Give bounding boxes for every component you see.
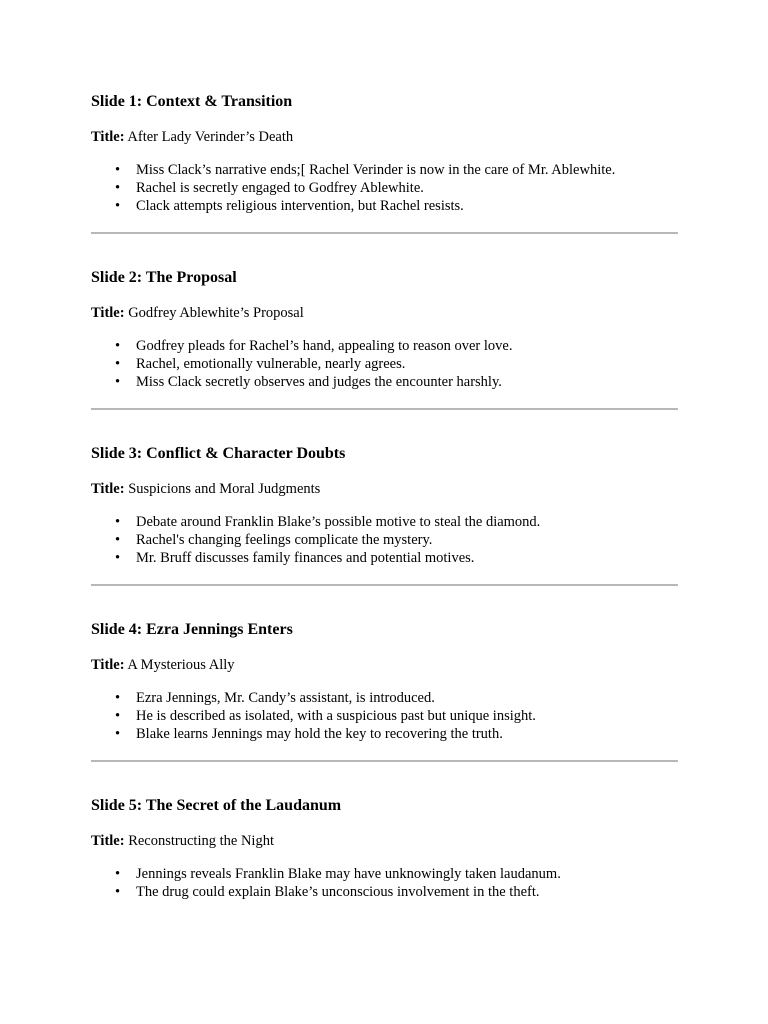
title-label: Title: xyxy=(91,305,125,321)
slide-heading: Slide 3: Conflict & Character Doubts xyxy=(91,445,346,462)
slide-heading: Slide 5: The Secret of the Laudanum xyxy=(91,797,342,814)
bullet-item: • Clack attempts religious intervention, but Rachel resists. xyxy=(136,197,678,215)
slide-heading: Slide 2: The Proposal xyxy=(91,269,237,286)
section-divider xyxy=(91,408,678,410)
document-page xyxy=(91,91,678,901)
bullet-item: • Rachel, emotionally vulnerable, nearly agrees. xyxy=(136,355,678,373)
bullet-list xyxy=(91,513,678,567)
slide-section-4 xyxy=(91,619,678,743)
slide-title-line xyxy=(91,128,678,146)
slide-section-1 xyxy=(91,91,678,215)
bullet-list xyxy=(91,161,678,215)
slide-title: Godfrey Ablewhite’s Proposal xyxy=(128,305,304,321)
bullet-list xyxy=(91,337,678,391)
slide-section-2 xyxy=(91,267,678,391)
slide-heading: Slide 4: Ezra Jennings Enters xyxy=(91,621,293,638)
slide-title: Suspicions and Moral Judgments xyxy=(128,481,321,497)
bullet-item: • Ezra Jennings, Mr. Candy’s assistant, is introduced. xyxy=(136,689,678,707)
title-label: Title: xyxy=(91,481,125,497)
section-divider xyxy=(91,232,678,234)
slide-title: After Lady Verinder’s Death xyxy=(127,129,294,145)
bullet-item: • Miss Clack secretly observes and judges the encounter harshly. xyxy=(136,373,678,391)
bullet-item: • Godfrey pleads for Rachel’s hand, appealing to reason over love. xyxy=(136,337,678,355)
slide-title: Reconstructing the Night xyxy=(128,833,274,849)
slide-heading: Slide 1: Context & Transition xyxy=(91,93,293,110)
bullet-item: • He is described as isolated, with a suspicious past but unique insight. xyxy=(136,707,678,725)
bullet-item: • Blake learns Jennings may hold the key to recovering the truth. xyxy=(136,725,678,743)
section-divider xyxy=(91,760,678,762)
bullet-list xyxy=(91,865,678,901)
bullet-item: • Miss Clack’s narrative ends;[ Rachel Verinder is now in the care of Mr. Ablewhite. xyxy=(136,161,678,179)
title-label: Title: xyxy=(91,833,125,849)
slide-section-3 xyxy=(91,443,678,567)
slide-title-line xyxy=(91,656,678,674)
bullet-item: • Debate around Franklin Blake’s possible motive to steal the diamond. xyxy=(136,513,678,531)
title-label: Title: xyxy=(91,657,125,673)
section-divider xyxy=(91,584,678,586)
bullet-item: • The drug could explain Blake’s unconscious involvement in the theft. xyxy=(136,883,678,901)
slide-section-5 xyxy=(91,795,678,901)
bullet-item: • Rachel is secretly engaged to Godfrey Ablewhite. xyxy=(136,179,678,197)
bullet-item: • Jennings reveals Franklin Blake may have unknowingly taken laudanum. xyxy=(136,865,678,883)
title-label: Title: xyxy=(91,129,125,145)
bullet-item: • Rachel's changing feelings complicate the mystery. xyxy=(136,531,678,549)
bullet-item: • Mr. Bruff discusses family finances and potential motives. xyxy=(136,549,678,567)
slide-title: A Mysterious Ally xyxy=(127,657,235,673)
bullet-list xyxy=(91,689,678,743)
slide-title-line xyxy=(91,832,678,850)
slide-title-line xyxy=(91,304,678,322)
slide-title-line xyxy=(91,480,678,498)
